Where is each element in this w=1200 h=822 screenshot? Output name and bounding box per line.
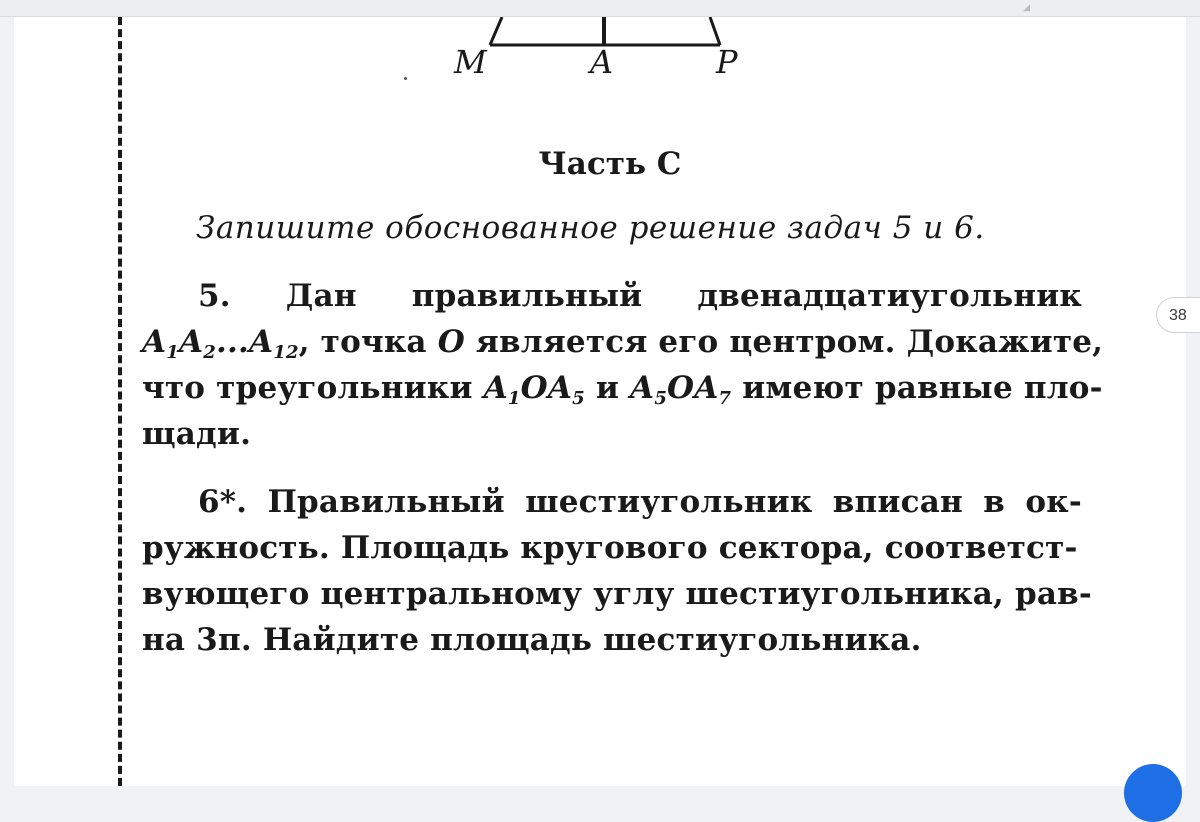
task-5-text: что треугольники [142,370,484,406]
label-m: M [454,43,487,81]
trapezoid-figure [440,17,760,92]
instruction-text: Запишите обоснованное решение задач 5 и 6. [196,210,985,246]
task-5-line-2 [142,319,1104,365]
task-5-text: и [584,370,631,406]
task-5-line-1 [142,273,1082,319]
cut-line [118,17,122,786]
resize-corner-icon: ◢ [1023,3,1030,13]
task-5-text: , точка [298,324,438,360]
task-6-word: шестиугольник [525,484,813,520]
task-6-line-1 [142,479,1082,525]
task-6-number: 6*. [198,484,248,520]
task-5 [142,273,1104,457]
task-6-line-3: вующего центральному углу шестиугольника, рав- [142,576,1092,612]
left-side-line [490,17,502,45]
polygon-notation: $A_1A_2...A_{12}$ [142,324,299,363]
viewer-top-bar [0,0,1200,17]
task-5-number: 5. [198,278,231,314]
task-5-word: двенадцатиугольник [697,278,1082,314]
task-6 [142,479,1092,663]
label-p: P [716,43,738,81]
task-5-text: является его центром. Докажите, [464,324,1104,360]
task-6-word: вписан [832,484,963,520]
triangle-1-notation: $A_1OA_5$ [483,370,585,409]
task-6-word: Правильный [267,484,505,520]
label-a: A [590,43,614,81]
task-6-line-4: на 3π. Найдите площадь шестиугольника. [142,622,922,658]
part-title: Часть С [538,146,682,182]
task-5-line-4: щади. [142,416,252,452]
task-5-line-3 [142,365,1103,411]
triangle-2-notation: $A_5OA_7$ [630,370,732,409]
task-6-word: в [983,484,1006,520]
center-o: O [437,324,465,360]
print-speck [404,77,407,80]
task-6-word: ок- [1025,484,1082,520]
task-6-line-2: ружность. Площадь кругового сектора, соответст- [142,530,1078,566]
task-5-word: Дан [285,278,357,314]
floating-action-button[interactable] [1124,764,1182,822]
task-5-word: правильный [411,278,643,314]
task-5-text: имеют равные пло- [731,370,1103,406]
page-number-badge[interactable]: 38 [1156,297,1200,333]
right-side-line [710,17,720,45]
